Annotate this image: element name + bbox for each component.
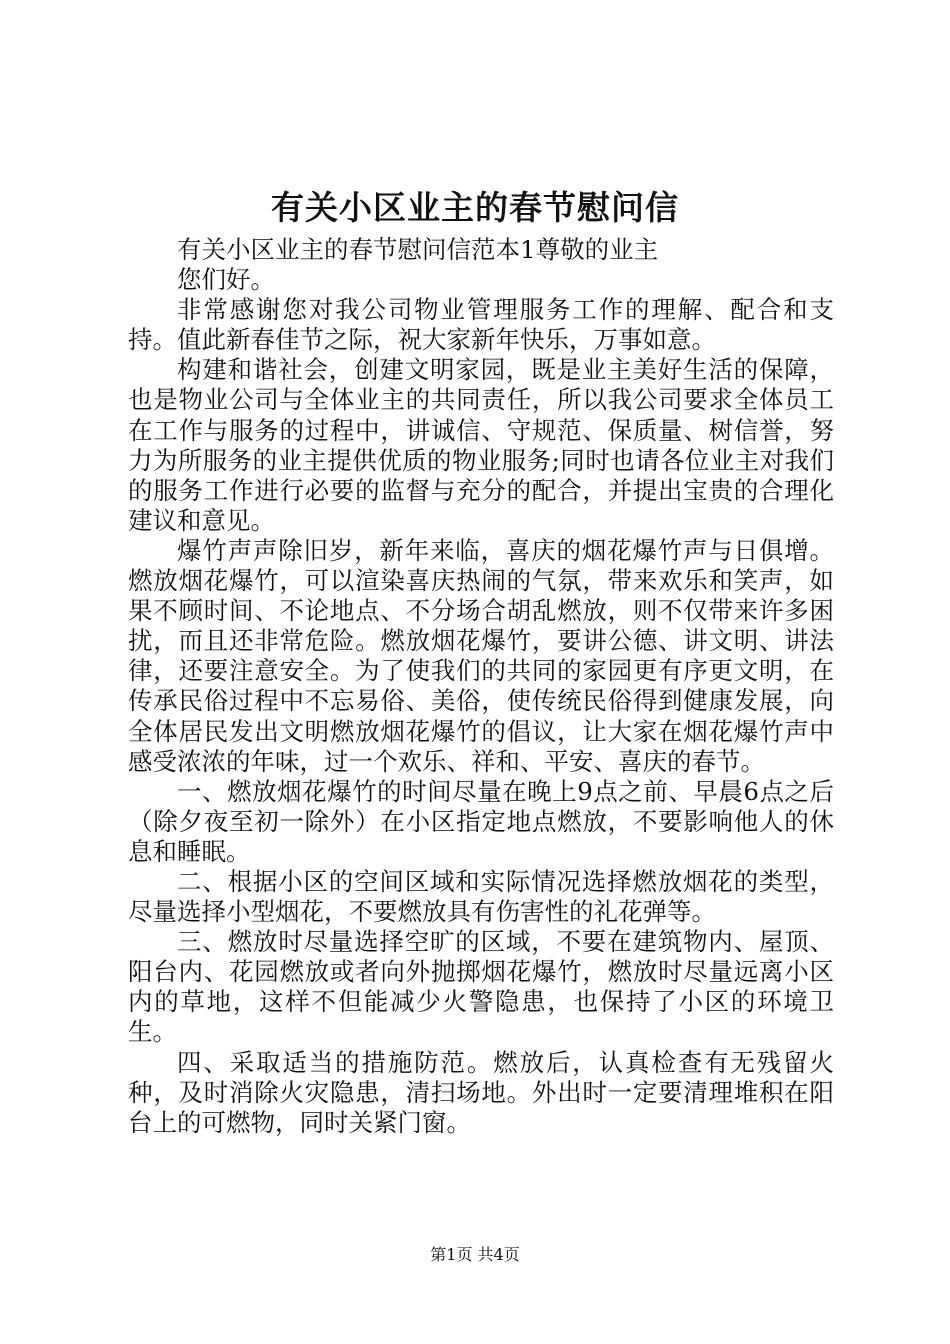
paragraph-rule-3: 三、燃放时尽量选择空旷的区域，不要在建筑物内、屋顶、阳台内、花园燃放或者向外抛掷烟花爆竹，燃放时尽量远离小区内的草地，这样不但能减少火警隐患，也保持了小区的环境卫生。: [128, 927, 834, 1047]
paragraph-rule-1: 一、燃放烟花爆竹的时间尽量在晚上9点之前、早晨6点之后（除夕夜至初一除外）在小区指定地点燃放，不要影响他人的休息和睡眠。: [128, 776, 834, 866]
page-number-footer: 第1页 共4页: [430, 1245, 520, 1264]
paragraph-salutation: 您们好。: [177, 265, 275, 295]
document-title: 有关小区业主的春节慰问信: [271, 188, 679, 227]
paragraph-harmony: 构建和谐社会，创建文明家园，既是业主美好生活的保障，也是物业公司与全体业主的共同责任，所以我公司要求全体员工在工作与服务的过程中，讲诚信、守规范、保质量、树信誉，努力为所服务的业主提供优质的物业服务;同时也请各位业主对我们的服务工作进行必要的监督与充分的配合，并提出宝贵的合理化建议和意见。: [128, 355, 834, 535]
paragraph-fireworks: 爆竹声声除旧岁，新年来临，喜庆的烟花爆竹声与日俱增。燃放烟花爆竹，可以渲染喜庆热闹的气氛，带来欢乐和笑声，如果不顾时间、不论地点、不分场合胡乱燃放，则不仅带来许多困扰，而且还非常危险。燃放烟花爆竹，要讲公德、讲文明、讲法律，还要注意安全。为了使我们的共同的家园更有序更文明，在传承民俗过程中不忘易俗、美俗，使传统民俗得到健康发展，向全体居民发出文明燃放烟花爆竹的倡议，让大家在烟花爆竹声中感受浓浓的年味，过一个欢乐、祥和、平安、喜庆的春节。: [128, 535, 834, 776]
paragraph-rule-4: 四、采取适当的措施防范。燃放后，认真检查有无残留火种，及时消除火灾隐患，清扫场地。外出时一定要清理堆积在阳台上的可燃物，同时关紧门窗。: [128, 1047, 834, 1137]
paragraph-greeting-line: 有关小区业主的春节慰问信范本1尊敬的业主: [177, 235, 659, 264]
paragraph-thanks: 非常感谢您对我公司物业管理服务工作的理解、配合和支持。值此新春佳节之际，祝大家新年快乐，万事如意。: [128, 295, 834, 355]
document-body: [128, 235, 834, 1138]
paragraph-rule-2: 二、根据小区的空间区域和实际情况选择燃放烟花的类型，尽量选择小型烟花，不要燃放具有伤害性的礼花弹等。: [128, 866, 834, 927]
